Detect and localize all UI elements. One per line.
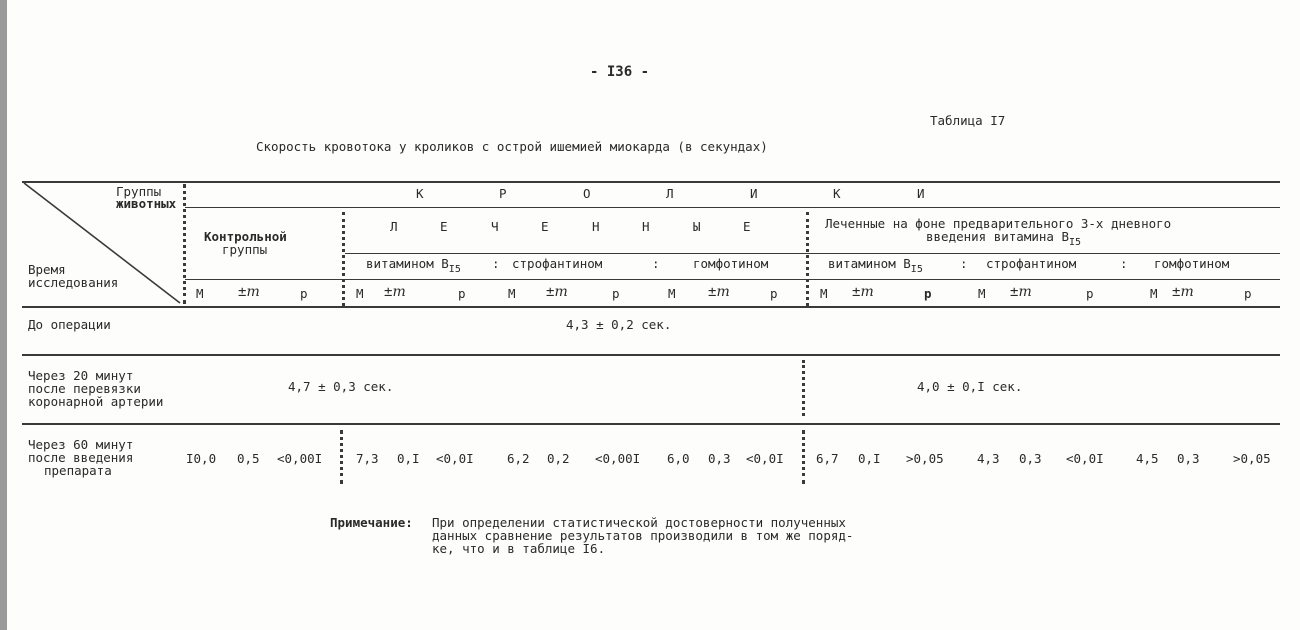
rabbits-letter: К [833,186,841,201]
row-before-label: До операции [28,317,111,332]
stat-p: p [1086,286,1094,301]
row60-p: <0,0I [436,451,474,466]
row-60-label-1: Через 60 минут [28,437,134,452]
note-line-2: данных сравнение результатов производили в том же поряд- [432,528,854,543]
treated-letter: Е [743,219,751,234]
header-bottom-rule [22,306,1280,308]
row-20-label-1: Через 20 минут [28,368,134,383]
colon-mark: : [960,256,968,271]
row-rule-2 [22,423,1280,425]
stat-p: p [770,286,778,301]
treated-letter: Ч [491,219,499,234]
stat-pm-m: ±m [852,284,874,300]
stat-M: М [820,286,828,301]
stat-M: М [668,286,676,301]
row-20-right-value: 4,0 ± 0,I сек. [917,379,1023,394]
table-label: Таблица I7 [930,113,1006,128]
colon-mark: : [652,256,660,271]
row60-p: <0,00I [595,451,641,466]
row-20-label-2: после перевязки [28,381,141,396]
stat-M: М [196,286,204,301]
row-60-label-3: препарата [44,463,112,478]
rabbits-letter: О [583,186,591,201]
groups-label: Группы [116,184,162,199]
stat-M: М [978,286,986,301]
sub-stroph-pre: строфантином [986,256,1077,271]
control-group-header-2: группы [222,242,268,257]
stat-pm-m: ±m [546,284,568,300]
stat-p: p [458,286,466,301]
row60-p: >0,05 [906,451,944,466]
row60-p: <0,0I [746,451,784,466]
row60-m: 0,I [858,451,881,466]
animals-label: животных [116,196,177,211]
sub-stroph-treated: строфантином [512,256,603,271]
note-line-3: ке, что и в таблице I6. [432,541,606,556]
row60-m: 0,3 [1019,451,1042,466]
header-rule-3 [185,279,1280,280]
treated-letter: Н [642,219,650,234]
treated-letter: Н [592,219,600,234]
row60-p: >0,05 [1233,451,1271,466]
rabbits-letter: К [416,186,424,201]
row60-M: 6,2 [507,451,530,466]
treated-letter: Л [390,219,398,234]
page-number: - I36 - [590,64,650,80]
row-before-value: 4,3 ± 0,2 сек. [566,317,672,332]
time-label: Время [28,262,66,277]
row60-M: 6,7 [816,451,839,466]
stat-pm-m: ±m [1172,284,1194,300]
row-rule-1 [22,354,1280,356]
row-60-label-2: после введения [28,450,134,465]
stat-pm-m: ±m [708,284,730,300]
pretreated-header-2: введения витамина $B_{I5}$ [926,229,1082,248]
row60-m: 0,3 [1177,451,1200,466]
row-20-label-3: коронарной артерии [28,394,164,409]
sep-row20 [802,360,805,416]
rabbits-letter: И [750,186,758,201]
stat-M: М [508,286,516,301]
row60-M: 6,0 [667,451,690,466]
stat-p: p [1244,286,1252,301]
sep-row60-a [340,430,343,484]
row60-M: 4,3 [977,451,1000,466]
row60-m: 0,I [397,451,420,466]
note-line-1: При определении статистической достоверности полученных [432,515,846,530]
row60-M: 4,5 [1136,451,1159,466]
rabbits-letter: Л [666,186,674,201]
stat-pm-m: ±m [1010,284,1032,300]
stat-p: p [612,286,620,301]
treated-letter: Е [541,219,549,234]
stat-pm-m: ±m [238,284,260,300]
control-group-header: Контрольной [204,229,287,244]
table-title: Скорость кровотока у кроликов с острой ишемией миокарда (в секундах) [256,139,768,154]
header-rule-1 [185,207,1280,208]
scan-edge-shadow [0,0,7,630]
sub-vitamin-treated: витамином $B_{I5}$ [366,256,461,275]
row60-M: 7,3 [356,451,379,466]
row60-M: I0,0 [186,451,217,466]
treated-letter: Ы [693,219,701,234]
sep-control [342,212,345,306]
row60-m: 0,5 [237,451,260,466]
pretreated-header: Леченные на фоне предварительного 3-х дневного [825,216,1172,231]
header-rule-2 [345,253,1280,254]
row60-p: <0,0I [1066,451,1104,466]
colon-mark: : [492,256,500,271]
stat-p: p [300,286,308,301]
sep-row60-b [802,430,805,484]
row60-p: <0,00I [277,451,323,466]
sep-pretreated [806,212,809,306]
row60-m: 0,2 [547,451,570,466]
rabbits-letter: И [917,186,925,201]
row60-m: 0,3 [708,451,731,466]
note-label: Примечание: [330,515,413,530]
sub-gomph-pre: гомфотином [1154,256,1230,271]
stat-p: p [924,286,932,301]
sub-vitamin-pre: витамином $B_{I5}$ [828,256,923,275]
stat-M: М [356,286,364,301]
sub-gomph-treated: гомфотином [693,256,769,271]
treated-letter: Е [440,219,448,234]
stat-M: М [1150,286,1158,301]
sep-corner [183,184,186,304]
table-top-rule [22,181,1280,183]
colon-mark: : [1120,256,1128,271]
study-label: исследования [28,275,119,290]
rabbits-letter: Р [499,186,507,201]
stat-pm-m: ±m [384,284,406,300]
row-20-left-value: 4,7 ± 0,3 сек. [288,379,394,394]
